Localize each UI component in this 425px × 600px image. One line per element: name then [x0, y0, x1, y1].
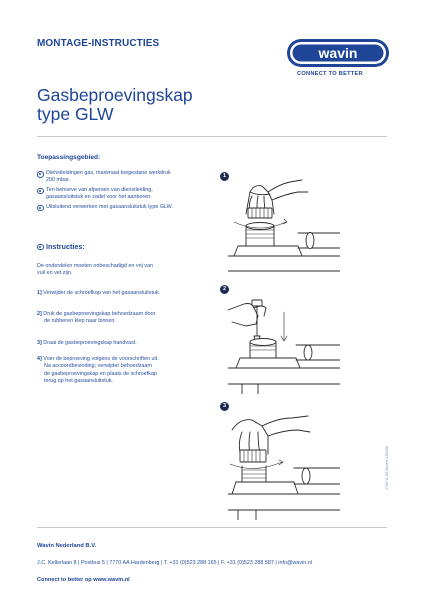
application-heading: Toepassingsgebied: — [37, 154, 101, 161]
footer-side-note: 1708 11-00 Artikeln 169256 — [385, 446, 389, 490]
step-3: 3] Draai de gasbeproevingskap handvast. — [37, 340, 137, 346]
document-type-label: MONTAGE-INSTRUCTIES — [37, 38, 160, 49]
application-list — [37, 170, 212, 211]
figure-2-badge: 2 — [220, 285, 229, 294]
step-4: 4] Voer de beproeving volgens de voorschriften uit. Na accoordbevinding; verwijder behoedzaam de gasbeproevingskap en plaats de schroefkap terug op het gasaansluitstuk. — [37, 356, 159, 385]
footer-website-link[interactable]: Connect to better op www.wavin.nl — [37, 577, 130, 583]
title-line-1: Gasbeproevingskap — [37, 85, 193, 105]
instructions-intro: De onderdelen moeten onbeschadigd en vrij van vuil en vet zijn. — [37, 263, 153, 277]
bullet-icon — [37, 188, 44, 195]
list-item: Dienstleidingen gas, maximaal toegestane werkdruk 200 mbar. — [37, 170, 212, 185]
figure-1-remove-cap-illustration — [228, 178, 340, 274]
figure-1-badge: 1 — [220, 172, 229, 181]
list-item: Ten behoeve van afpersen van dienstleiding, gasaansluitstuk en zadel voor het aanboren. — [37, 187, 212, 202]
title-line-2: type GLW — [37, 104, 114, 124]
info-icon — [37, 244, 44, 251]
step-1: 1] Verwijder de schroefkap van het gasaansluitstuk. — [37, 290, 161, 296]
bullet-icon — [37, 205, 44, 212]
list-item: Uitsluitend verwerken met gasaansluitstuk type GLW. — [37, 204, 212, 211]
footer-divider — [37, 527, 387, 528]
figure-3-badge: 3 — [220, 402, 229, 411]
footer-company: Wavin Nederland B.V. — [37, 543, 97, 549]
figure-3-tighten-test-cap-illustration — [228, 410, 340, 520]
step-2: 2] Druk de gasbeproevingskap behoedzaam door de rubberen klep naar binnen. — [37, 311, 156, 325]
header-divider — [37, 136, 387, 137]
instructions-heading: Instructies: — [37, 242, 85, 251]
footer-address: J.C. Kellerlaan 8 | Postbus 5 | 7770 AA Hardenberg | T. +31 (0)523 288 165 | F. +31 (0)523 288 587 | info@wavin.nl — [37, 560, 312, 566]
logo-tagline: CONNECT TO BETTER — [297, 71, 363, 77]
figure-2-insert-test-cap-illustration — [228, 294, 340, 394]
page-title — [37, 86, 193, 124]
wavin-logo — [286, 38, 390, 68]
logo-text: wavin — [318, 45, 358, 62]
bullet-icon — [37, 171, 44, 178]
